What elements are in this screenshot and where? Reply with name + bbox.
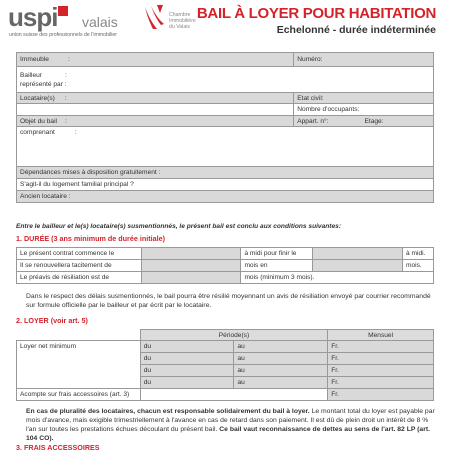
acompte-label: Acompte sur frais accessoires (art. 3) [17,389,141,401]
renouvellement-input[interactable] [141,260,241,272]
chambre-immobiliere-logo-icon [143,4,165,30]
parties-form: Immeuble : Numéro: Bailleur : représenté par : Locataire(s) : Etat civil: Nombre d'occupants: Objet du bail : Appart. n°: Etage: comprenant : Dépendances mises à disposition gratuitement : S'agit-il du logement familial principal ? Ancien locataire : [16,52,434,203]
locataires-field[interactable]: Locataire(s) : [17,93,294,104]
swiss-cross-icon [58,6,68,16]
periode-au-input[interactable]: au [234,341,328,353]
etage-label: Etage: [364,117,384,125]
periode-au-input[interactable]: au [234,365,328,377]
date-fin-input[interactable] [313,248,403,260]
mensuel-header: Mensuel [328,330,434,341]
brand-name: uspi [8,2,58,32]
bailleur-field[interactable]: Bailleur : représenté par : [17,67,434,93]
periode-au-input[interactable]: au [234,377,328,389]
section-1-note: Dans le respect des délais susmentionnés, le bail pourra être résilié moyennant un avis de résiliation envoyé par courrier recommandé sur formule officielle par le bailleur et par écrit par le locataire. [26,293,431,309]
loyer-net-label: Loyer net minimum [17,341,141,389]
renouvellement-mois-input[interactable] [313,260,403,272]
periode-du-input[interactable]: du [140,365,234,377]
periode-du-input[interactable]: du [140,353,234,365]
mensuel-input[interactable]: Fr. [328,353,434,365]
ancien-locataire-field[interactable]: Ancien locataire : [17,191,434,203]
brand-region: valais [82,14,118,30]
periode-au-input[interactable]: au [234,353,328,365]
numero-label: Numéro: [294,53,434,67]
logement-familial-field[interactable]: S'agit-il du logement familial principal ? [17,179,434,191]
mensuel-input[interactable]: Fr. [328,341,434,353]
section-2-note: En cas de pluralité des locataires, chacun est responsable solidairement du bail à loyer. Le montant total du loyer est payable par mois d'avance, mais exigible trimestriellement à l'avance en cas de retard dans son paiement. Il est dû de plein droit un intérêt de 8 % l'an sur toutes les prestations échues découlant du présent bail. Ce bail vaut reconnaissance de dettes au sens de l'art. 82 LP (art. 104 CO). [26,408,435,442]
preavis-input[interactable] [141,272,241,284]
immeuble-label: Immeuble [20,56,49,63]
objet-du-bail-field[interactable]: Objet du bail : [17,116,294,127]
partner-name: Chambre Immobilière du Valais [169,12,196,30]
section-3-title: 3. FRAIS ACCESSOIRES [16,443,100,452]
etat-civil-label: Etat civil: [294,93,434,104]
periode-du-input[interactable]: du [140,377,234,389]
brand-tagline: union suisse des professionnels de l'immobilier [9,32,117,38]
comprenant-field[interactable]: comprenant : [17,127,434,167]
dependances-field[interactable]: Dépendances mises à disposition gratuitement : [17,167,434,179]
uspi-logo [8,3,68,31]
duree-table: Le présent contrat commence le à midi pour finir le à midi. Il se renouvellera tacitement de mois en mois. Le préavis de résiliation est de mois (minimum 3 mois). [16,247,434,284]
section-1-title: 1. DURÉE (3 ans minimum de durée initiale) [16,234,165,243]
date-debut-input[interactable] [141,248,241,260]
mensuel-input[interactable]: Fr. [328,377,434,389]
document-title: BAIL À LOYER POUR HABITATION [196,5,436,22]
nombre-occupants-label: Nombre d'occupants: [294,104,434,116]
intro-text: Entre le bailleur et le(s) locataire(s) susmentionnés, le présent bail est conclu aux conditions suivantes: [16,223,342,230]
mensuel-input[interactable]: Fr. [328,365,434,377]
periode-header: Période(s) [140,330,328,341]
appart-label: Appart. n°: [297,117,329,125]
document-subtitle: Echelonné - durée indéterminée [276,24,436,36]
loyer-table [16,329,434,401]
section-2-title: 2. LOYER (voir art. 5) [16,316,88,325]
periode-du-input[interactable]: du [140,341,234,353]
acompte-input[interactable]: Fr. [328,389,434,401]
